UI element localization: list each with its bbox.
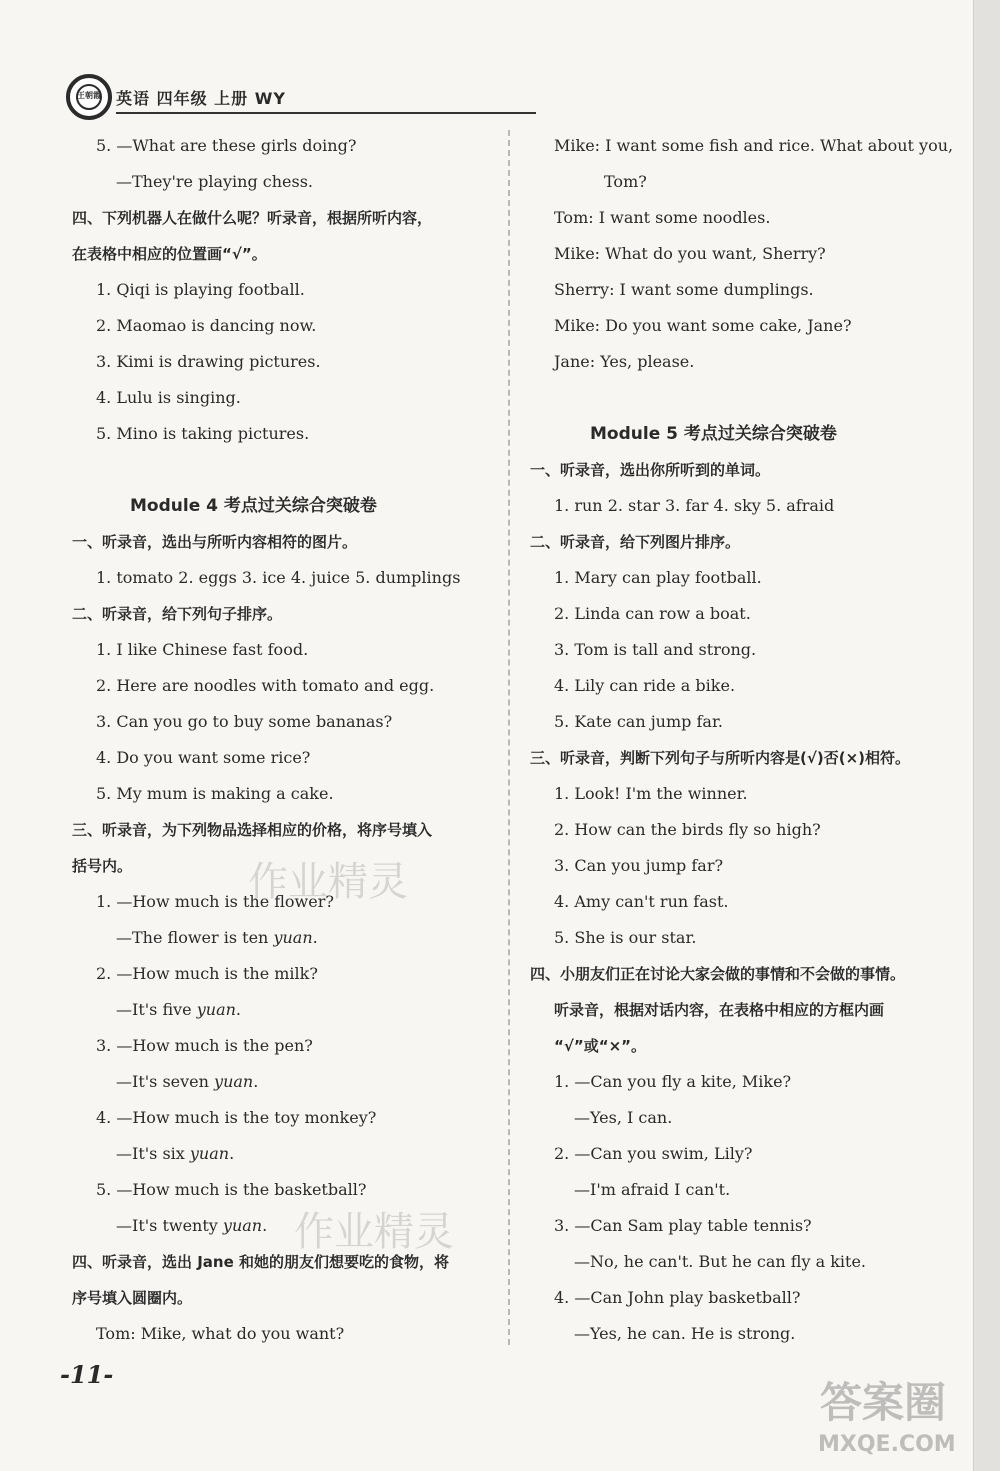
text-line: 5. Kate can jump far. xyxy=(554,712,723,731)
text-line: 1. Qiqi is playing football. xyxy=(96,280,305,299)
text-line: Mike: Do you want some cake, Jane? xyxy=(554,316,852,335)
text-line: 2. —Can you swim, Lily? xyxy=(554,1144,753,1163)
text-line: 1. Mary can play football. xyxy=(554,568,762,587)
text-line: 5. She is our star. xyxy=(554,928,697,947)
text-line: 4. Do you want some rice? xyxy=(96,748,311,767)
text-line: 2. How can the birds fly so high? xyxy=(554,820,821,839)
logo-text: 王朝霞 xyxy=(77,91,101,100)
text-line: 2. Here are noodles with tomato and egg. xyxy=(96,676,435,695)
page-number: -11- xyxy=(60,1360,114,1389)
publisher-logo xyxy=(66,74,112,120)
text-line: Tom? xyxy=(604,172,647,191)
section-instruction: 一、听录音，选出你所听到的单词。 xyxy=(530,461,771,479)
watermark: 答案圈 xyxy=(820,1378,947,1427)
section-instruction: 在表格中相应的位置画“√”。 xyxy=(72,245,267,263)
text-line: 3. —How much is the pen? xyxy=(96,1036,313,1055)
text-line: 1. —Can you fly a kite, Mike? xyxy=(554,1072,792,1091)
text-line: Mike: I want some fish and rice. What about you, xyxy=(554,136,954,155)
text-line: Jane: Yes, please. xyxy=(554,352,695,371)
text-line: 1. —How much is the flower? xyxy=(96,892,334,911)
text-line: —Yes, he can. He is strong. xyxy=(574,1324,796,1343)
module-heading: Module 5 考点过关综合突破卷 xyxy=(590,424,837,444)
text-line: 5. My mum is making a cake. xyxy=(96,784,334,803)
section-instruction: 一、听录音，选出与所听内容相符的图片。 xyxy=(72,533,358,551)
section-instruction: 四、下列机器人在做什么呢？听录音，根据所听内容， xyxy=(72,209,433,227)
watermark: 作业精灵 xyxy=(294,1209,454,1255)
text-line: —They're playing chess. xyxy=(116,172,314,191)
section-instruction: “√”或“×”。 xyxy=(554,1037,647,1055)
header-title: 英语 四年级 上册 WY xyxy=(116,89,286,108)
section-instruction: 序号填入圆圈内。 xyxy=(72,1289,193,1307)
text-line: —It's twenty yuan. xyxy=(116,1216,268,1235)
text-line: —It's five yuan. xyxy=(116,1000,241,1019)
watermark: 作业精灵 xyxy=(248,859,408,905)
text-line: 2. Linda can row a boat. xyxy=(554,604,751,623)
text-line: 3. Tom is tall and strong. xyxy=(554,640,757,659)
text-line: —It's seven yuan. xyxy=(116,1072,259,1091)
text-line: 3. —Can Sam play table tennis? xyxy=(554,1216,812,1235)
section-instruction: 三、听录音，判断下列句子与所听内容是(√)否(×)相符。 xyxy=(530,749,910,767)
text-line: 1. Look! I'm the winner. xyxy=(554,784,748,803)
text-line: 1. tomato 2. eggs 3. ice 4. juice 5. dumplings xyxy=(96,568,461,587)
text-line: —No, he can't. But he can fly a kite. xyxy=(574,1252,867,1271)
text-line: 3. Kimi is drawing pictures. xyxy=(96,352,321,371)
section-instruction: 四、小朋友们正在讨论大家会做的事情和不会做的事情。 xyxy=(530,965,906,983)
text-line: Sherry: I want some dumplings. xyxy=(554,280,814,299)
text-line: 1. run 2. star 3. far 4. sky 5. afraid xyxy=(554,496,835,515)
text-line: 5. —How much is the basketball? xyxy=(96,1180,367,1199)
text-line: 1. I like Chinese fast food. xyxy=(96,640,309,659)
watermark: MXQE.COM xyxy=(818,1432,956,1457)
section-instruction: 三、听录音，为下列物品选择相应的价格，将序号填入 xyxy=(72,821,433,839)
section-instruction: 听录音，根据对话内容，在表格中相应的方框内画 xyxy=(554,1001,885,1019)
text-line: 5. —What are these girls doing? xyxy=(96,136,357,155)
text-line: 4. Amy can't run fast. xyxy=(554,892,729,911)
page-edge xyxy=(973,0,1000,1471)
module-heading: Module 4 考点过关综合突破卷 xyxy=(130,496,377,516)
section-instruction: 二、听录音，给下列句子排序。 xyxy=(72,605,283,623)
text-line: 3. Can you go to buy some bananas? xyxy=(96,712,393,731)
page-header xyxy=(58,72,498,124)
text-line: Tom: I want some noodles. xyxy=(554,208,771,227)
text-line: —It's six yuan. xyxy=(116,1144,235,1163)
section-instruction: 二、听录音，给下列图片排序。 xyxy=(530,533,741,551)
text-line: —Yes, I can. xyxy=(574,1108,673,1127)
text-line: 4. Lily can ride a bike. xyxy=(554,676,736,695)
text-line: 4. —How much is the toy monkey? xyxy=(96,1108,377,1127)
text-line: 4. —Can John play basketball? xyxy=(554,1288,801,1307)
header-rule xyxy=(116,112,536,114)
section-instruction: 四、听录音，选出 Jane 和她的朋友们想要吃的食物，将 xyxy=(72,1253,450,1271)
text-line: 4. Lulu is singing. xyxy=(96,388,241,407)
text-line: 3. Can you jump far? xyxy=(554,856,724,875)
column-divider xyxy=(508,130,510,1345)
section-instruction: 括号内。 xyxy=(72,857,133,875)
text-line: Mike: What do you want, Sherry? xyxy=(554,244,826,263)
text-line: 5. Mino is taking pictures. xyxy=(96,424,310,443)
text-line: —The flower is ten yuan. xyxy=(116,928,318,947)
text-line: 2. —How much is the milk? xyxy=(96,964,318,983)
text-line: 2. Maomao is dancing now. xyxy=(96,316,317,335)
text-line: —I'm afraid I can't. xyxy=(574,1180,731,1199)
text-line: Tom: Mike, what do you want? xyxy=(96,1324,345,1343)
